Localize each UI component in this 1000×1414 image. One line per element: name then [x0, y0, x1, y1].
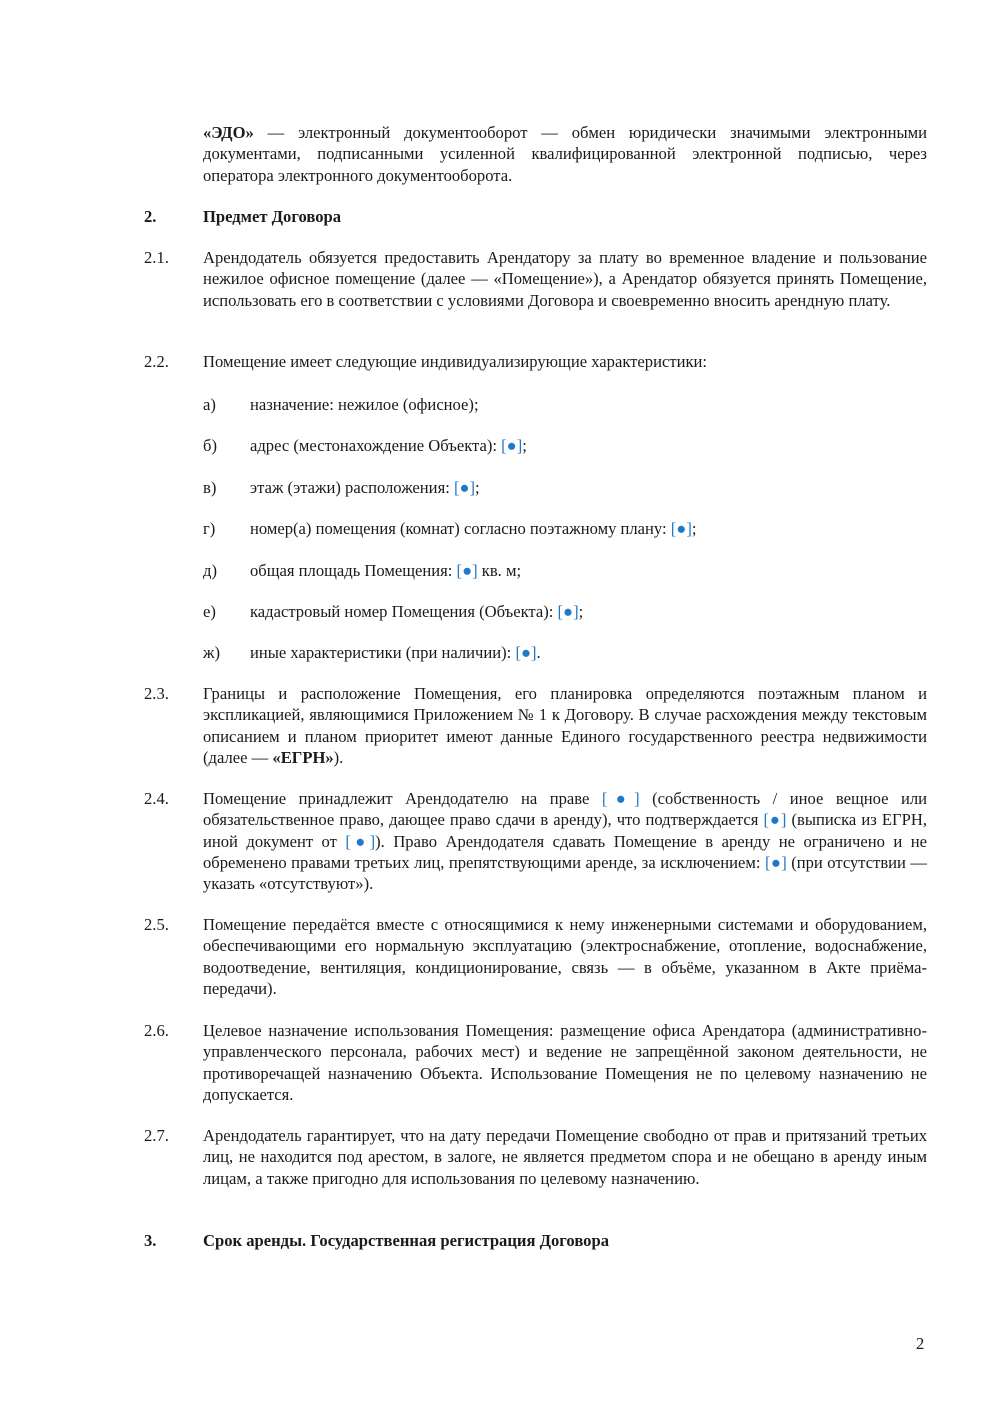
list-item-text: этаж (этажи) расположения: [●]; [250, 478, 480, 497]
placeholder[interactable]: [●] [453, 478, 476, 497]
clause-text: Арендодатель гарантирует, что на дату передачи Помещение свободно от прав и притязаний третьих лиц, не находится под арестом, в залоге, не является предметом спора и не обещано в аренду иным лицам, а также пригодно для использования по целевому назначению. [203, 1126, 927, 1188]
page-number: 2 [916, 1334, 925, 1353]
list-item-letter: а) [203, 395, 216, 414]
clause-number: 2.2. [144, 352, 169, 371]
section-2-number: 2. [144, 207, 157, 226]
list-item-text: общая площадь Помещения: [●] кв. м; [250, 561, 522, 580]
placeholder[interactable]: [●] [456, 561, 478, 580]
section-3-number: 3. [144, 1231, 157, 1250]
placeholder[interactable]: [●] [670, 519, 692, 538]
clause-text: Помещение имеет следующие индивидуализирующие характеристики: [203, 352, 708, 371]
egrn-term: «ЕГРН» [272, 747, 334, 767]
list-item-letter: д) [203, 561, 217, 580]
clause-text: Помещение принадлежит Арендодателю на праве [●] (собственность / иное вещное или обязательственное право, дающее право сдачи в аренду), что подтверждается [●] (выписка из ЕГРН, иной документ от [●]). Право Арендодателя сдавать Помещение в аренду не ограничено и не обременено правами третьих лиц, препятствующими аренде, за исключением: [●] (при отсутствии — указать «отсутствуют»). [203, 789, 928, 894]
clause-number: 2.5. [144, 915, 169, 934]
list-item-letter: в) [203, 478, 217, 497]
placeholder[interactable]: [●] [557, 602, 579, 621]
clause-text: Границы и расположение Помещения, его планировка определяются поэтажным планом и экспликацией, являющимися Приложением № 1 к Договору. В случае расхождения между текстовым описанием и планом приоритет имеют данные Единого государственного реестра недвижимости (далее — «ЕГРН»). [203, 684, 927, 767]
clause-text: Целевое назначение использования Помещения: размещение офиса Арендатора (административно-управленческого персонала, рабочих мест) и ведение не запрещённой законом деятельности, не противоречащей назначению Объекта. Использование Помещения не по целевому назначению не допускается. [203, 1021, 927, 1104]
edo-definition [203, 122, 927, 186]
list-item-text: номер(а) помещения (комнат) согласно поэтажному плану: [●]; [250, 519, 697, 538]
clause-text: Арендодатель обязуется предоставить Арендатору за плату во временное владение и пользование нежилое офисное помещение (далее — «Помещение»), а Арендатор обязуется принять Помещение, использовать его в соответствии с условиями Договора и своевременно вносить арендную плату. [203, 248, 927, 310]
clause-number: 2.6. [144, 1021, 169, 1040]
placeholder[interactable]: [●] [501, 436, 523, 455]
list-item-text: иные характеристики (при наличии): [●]. [250, 643, 541, 662]
clause-text: Помещение передаётся вместе с относящимися к нему инженерными системами и оборудованием, обеспечивающими его нормальную эксплуатацию (электроснабжение, отопление, водоснабжение, водоотведение, вентиляция, кондиционирование, связь — в объёме, указанном в Акте приёма-передачи). [203, 915, 927, 998]
placeholder[interactable]: [●] [515, 643, 537, 662]
placeholder[interactable]: [●] [764, 852, 787, 872]
list-item-letter: ж) [203, 643, 220, 662]
list-item-letter: е) [203, 602, 216, 621]
edo-term: «ЭДО» [203, 123, 254, 142]
section-2-title: Предмет Договора [203, 207, 342, 226]
placeholder[interactable]: [●] [345, 831, 376, 851]
list-item-text: адрес (местонахождение Объекта): [●]; [250, 436, 527, 455]
clause-number: 2.4. [144, 789, 169, 808]
list-item-text: кадастровый номер Помещения (Объекта): [●]; [250, 602, 584, 621]
list-item-letter: б) [203, 436, 217, 455]
edo-text: — электронный документооборот — обмен юридически значимыми электронными документами, подписанными усиленной квалифицированной электронной подписью, через оператора электронного документооборота. [203, 123, 927, 185]
list-item-letter: г) [203, 519, 216, 538]
clause-number: 2.7. [144, 1126, 169, 1145]
placeholder[interactable]: [●] [601, 789, 640, 808]
section-3-title: Срок аренды. Государственная регистрация Договора [203, 1231, 609, 1250]
clause-number: 2.1. [144, 248, 169, 267]
placeholder[interactable]: [●] [763, 810, 787, 830]
clause-number: 2.3. [144, 684, 169, 703]
list-item-text: назначение: нежилое (офисное); [250, 395, 479, 414]
